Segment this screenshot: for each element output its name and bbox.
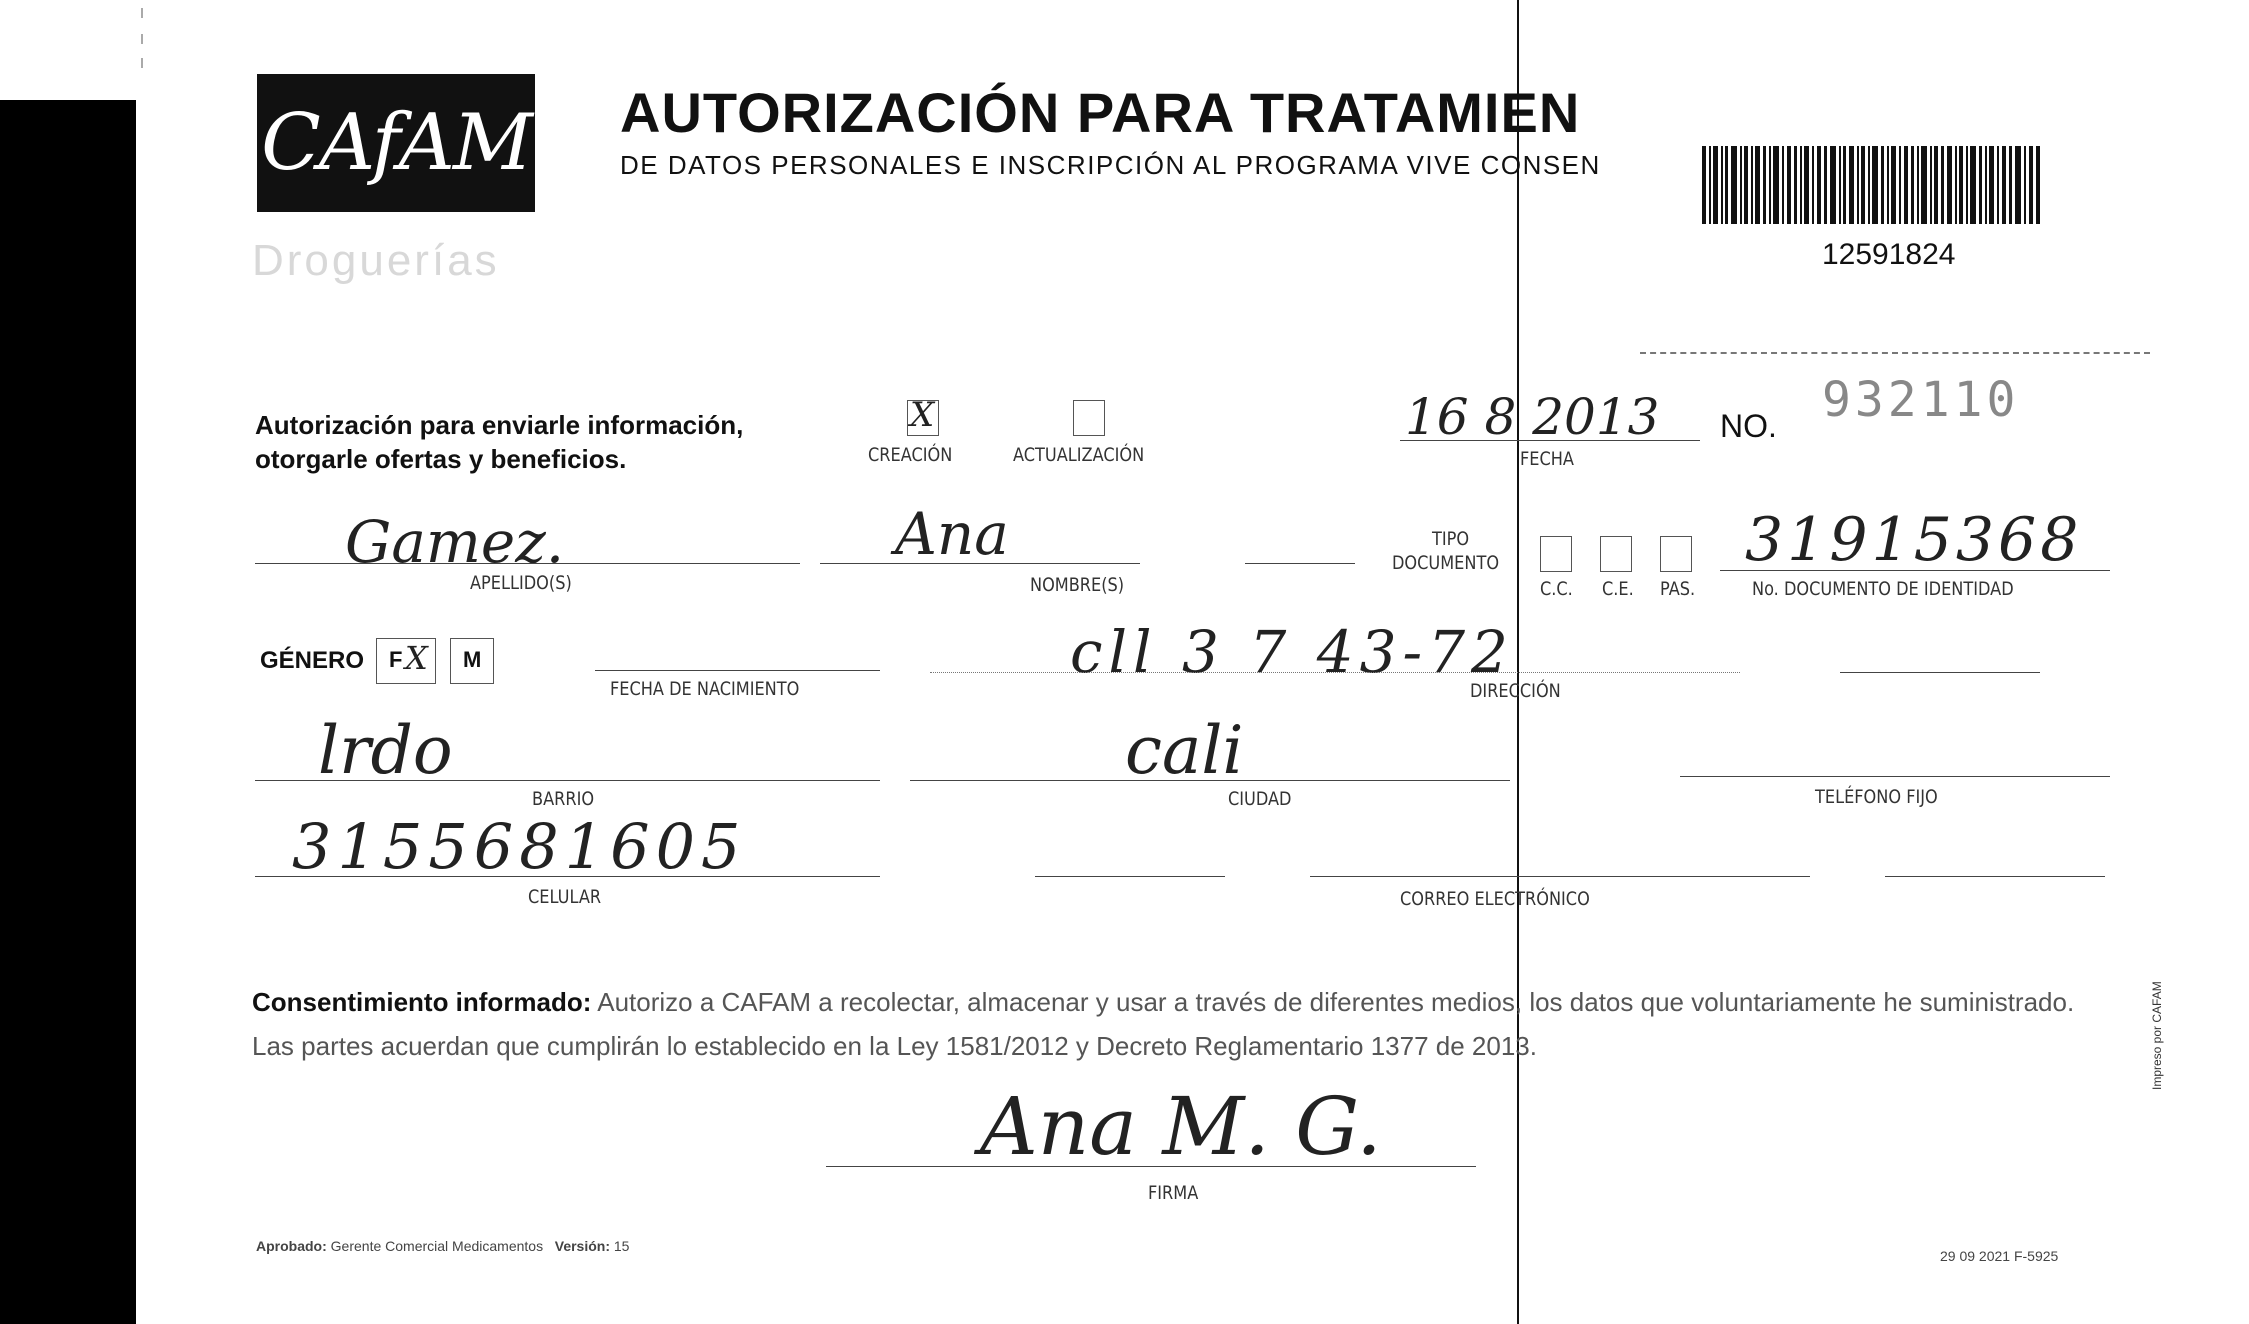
ce-checkbox[interactable] (1600, 536, 1632, 572)
consent-text-1: Autorizo a CAFAM a recolectar, almacenar y usar a través de diferentes medios, los datos que voluntariamente he suministrado. (591, 987, 2075, 1017)
ciudad-label: CIUDAD (1228, 788, 1292, 810)
celular-label: CELULAR (528, 886, 602, 908)
ciudad-value: cali (1125, 712, 1244, 789)
authorization-label-line-1: Autorización para enviarle información, (255, 410, 744, 440)
fecha-label: FECHA (1520, 448, 1574, 470)
documento-label: No. DOCUMENTO DE IDENTIDAD (1752, 578, 2014, 600)
pas-label: PAS. (1660, 578, 1696, 600)
creacion-checkbox[interactable] (907, 395, 939, 436)
cc-checkbox[interactable] (1540, 536, 1572, 572)
tipo-documento-label-2: DOCUMENTO (1392, 552, 1500, 574)
logo-subtitle: Droguerías (252, 236, 500, 285)
correo-label: CORREO ELECTRÓNICO (1400, 888, 1590, 910)
dashed-divider (1640, 352, 2150, 354)
direccion-line (930, 672, 1740, 673)
aprobado-value: Gerente Comercial Medicamentos (330, 1238, 544, 1254)
genero-f-mark: X (405, 639, 428, 677)
aprobado-label: Aprobado: (256, 1238, 327, 1254)
blank-line (1245, 563, 1355, 564)
correo-line-2 (1885, 876, 2105, 877)
cc-label: C.C. (1540, 578, 1573, 600)
form-title: AUTORIZACIÓN PARA TRATAMIEN (620, 81, 1581, 144)
barrio-line (255, 780, 880, 781)
genero-f-option[interactable] (376, 638, 436, 684)
telefono-label: TELÉFONO FIJO (1815, 786, 1938, 808)
barcode (1702, 146, 2042, 224)
form-subtitle: DE DATOS PERSONALES E INSCRIPCIÓN AL PROGRAMA VIVE CONSEN (620, 150, 1601, 180)
celular-line (255, 876, 880, 877)
barrio-value: lrdo (318, 712, 453, 789)
scan-tick (141, 58, 143, 68)
actualizacion-label: ACTUALIZACIÓN (1013, 444, 1145, 466)
fecha-line (1400, 440, 1700, 441)
consent-paragraph (252, 980, 2132, 1068)
apellidos-label: APELLIDO(S) (470, 572, 572, 594)
scan-black-margin (0, 100, 136, 1324)
tipo-documento-label-1: TIPO (1432, 528, 1470, 550)
signature-line (826, 1166, 1476, 1167)
celular-value: 3155681605 (292, 810, 747, 883)
footer-right-code: 29 09 2021 F-5925 (1940, 1248, 2059, 1264)
creacion-check-mark: X (910, 395, 935, 435)
barcode-number: 12591824 (1822, 238, 1956, 271)
authorization-label-line-2: otorgarle ofertas y beneficios. (255, 444, 627, 474)
genero-m-option[interactable] (450, 638, 494, 684)
genero-label: GÉNERO (260, 647, 365, 674)
apellidos-line (255, 563, 800, 564)
scan-tick (141, 34, 143, 44)
version-label: Versión: (554, 1238, 610, 1254)
consent-text-2: Las partes acuerdan que cumplirán lo establecido en la Ley 1581/2012 y Decreto Reglamentario 1377 de 2013. (252, 1031, 1537, 1061)
apellidos-value: Gamez. (345, 508, 565, 576)
ciudad-line (910, 780, 1510, 781)
nombres-value: Ana (895, 500, 1009, 568)
numero-label: NO. (1720, 408, 1777, 444)
direccion-label: DIRECCIÓN (1470, 680, 1561, 702)
footer-approval (256, 1238, 629, 1254)
signature-value: Ana M. G. (980, 1080, 1382, 1173)
pas-checkbox[interactable] (1660, 536, 1692, 572)
signature-label: FIRMA (1148, 1182, 1199, 1204)
nombres-label: NOMBRE(S) (1030, 574, 1125, 596)
fecha-nacimiento-line (595, 670, 880, 671)
barrio-label: BARRIO (532, 788, 595, 810)
blank-line-3 (1035, 876, 1225, 877)
actualizacion-checkbox[interactable] (1073, 400, 1105, 436)
scan-tick (141, 8, 143, 18)
version-value: 15 (613, 1238, 630, 1254)
telefono-line (1680, 776, 2110, 777)
fecha-nacimiento-label: FECHA DE NACIMIENTO (610, 678, 800, 700)
genero-f-label: F (389, 647, 403, 672)
nombres-line (820, 563, 1140, 564)
creacion-label: CREACIÓN (868, 444, 953, 466)
correo-line (1310, 876, 1810, 877)
blank-line-2 (1840, 672, 2040, 673)
scan-vertical-line (1517, 0, 1519, 1324)
ce-label: C.E. (1602, 578, 1634, 600)
fecha-value: 16 8 2013 (1405, 388, 1660, 446)
numero-value: 932110 (1822, 372, 2020, 428)
documento-line (1720, 570, 2110, 571)
side-vertical-text: Impreso por CAFAM (2150, 981, 2164, 1090)
genero-m-label: M (463, 647, 482, 672)
documento-value: 31915368 (1745, 505, 2083, 575)
direccion-value: cll 3 7 43-72 (1070, 618, 1514, 686)
logo-text: CAfAM (261, 98, 531, 188)
consent-lead: Consentimiento informado: (252, 987, 592, 1017)
cafam-logo (257, 74, 535, 212)
authorization-label (255, 408, 743, 476)
